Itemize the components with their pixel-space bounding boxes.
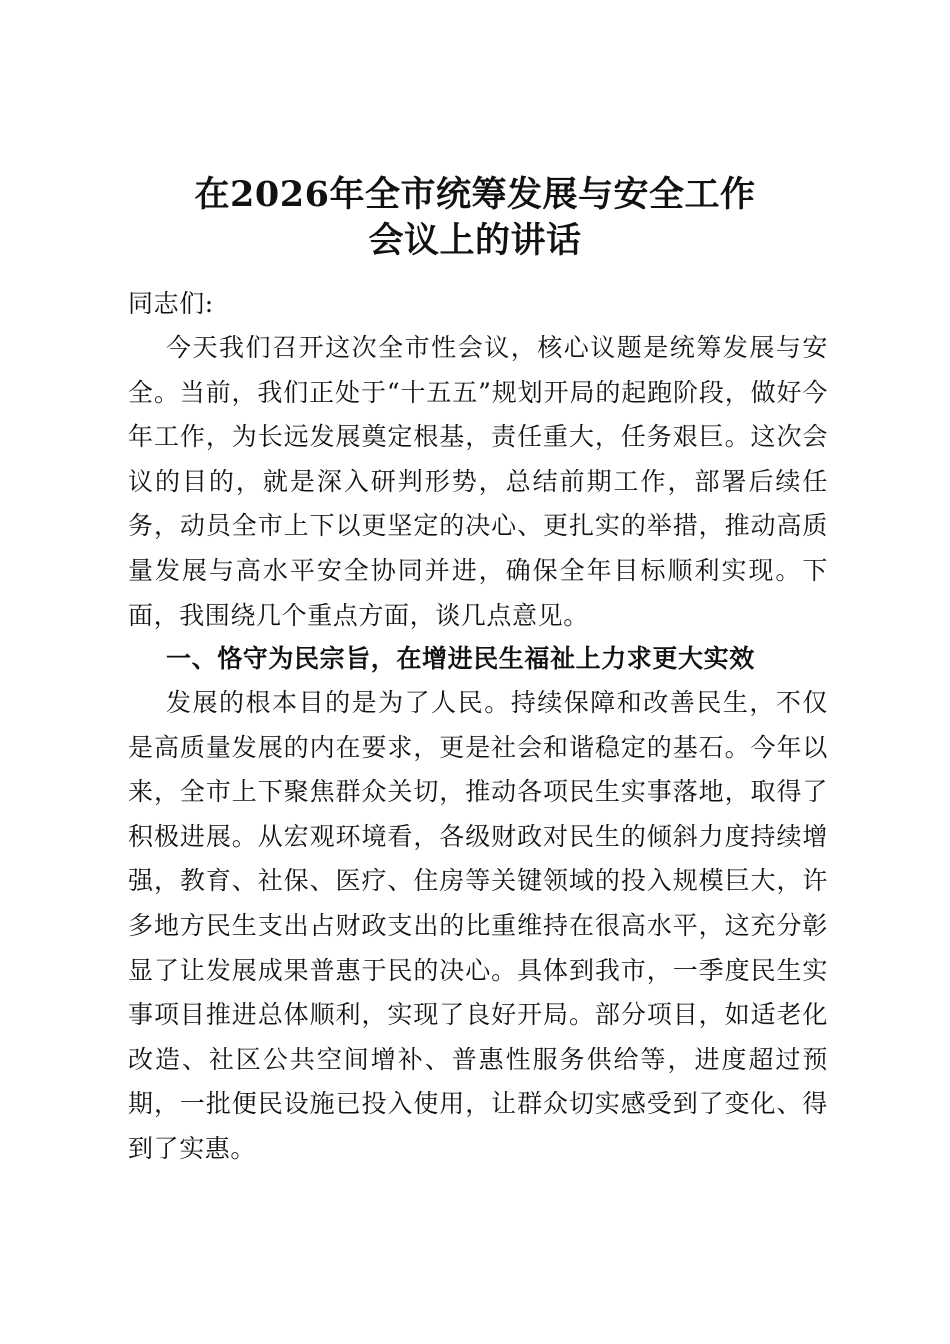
salutation: 同志们: xyxy=(128,289,214,318)
document-title-line-2: 会议上的讲话 xyxy=(368,220,582,261)
opening-paragraph: 今天我们召开这次全市性会议，核心议题是统筹发展与安全。当前，我们正处于“十五五”规划开局的起跑阶段，做好今年工作，为长远发展奠定根基，责任重大，任务艰巨。这次会议的目的，就是深入研判形势，总结前期工作，部署后续任务，动员全市上下以更坚定的决心、更扎实的举措，推动高质量发展与高水平安全协同并进，确保全年目标顺利实现。下面，我围绕几个重点方面，谈几点意见。 xyxy=(128,333,828,630)
section-1-paragraph: 发展的根本目的是为了人民。持续保障和改善民生，不仅是高质量发展的内在要求，更是社会和谐稳定的基石。今年以来，全市上下聚焦群众关切，推动各项民生实事落地，取得了积极进展。从宏观环境看，各级财政对民生的倾斜力度持续增强，教育、社保、医疗、住房等关键领域的投入规模巨大，许多地方民生支出占财政支出的比重维持在很高水平，这充分彰显了让发展成果普惠于民的决心。具体到我市，一季度民生实事项目推进总体顺利，实现了良好开局。部分项目，如适老化改造、社区公共空间增补、普惠性服务供给等，进度超过预期，一批便民设施已投入使用，让群众切实感受到了变化、得到了实惠。 xyxy=(128,688,828,1163)
section-heading-1: 一、恪守为民宗旨，在增进民生福祉上力求更大实效 xyxy=(166,644,755,673)
document-title-line-1: 在2026年全市统筹发展与安全工作 xyxy=(194,174,756,215)
